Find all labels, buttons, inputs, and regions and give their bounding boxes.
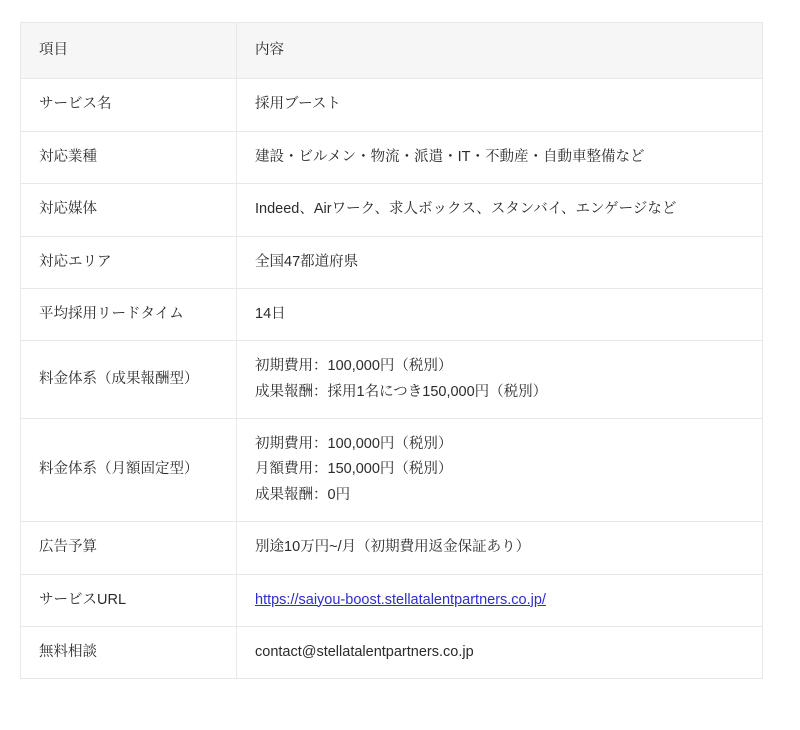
column-header-item: 項目: [21, 23, 237, 79]
row-label: サービスURL: [21, 574, 237, 626]
table-row: [21, 626, 763, 678]
row-label: サービス名: [21, 79, 237, 131]
row-value: [237, 236, 763, 288]
service-url-link[interactable]: https://saiyou-boost.stellatalentpartners.co.jp/: [255, 591, 546, 608]
table-row: [21, 522, 763, 574]
table-row: [21, 79, 763, 131]
row-value-line: 別途10万円~/月（初期費用返金保証あり）: [255, 539, 531, 556]
row-value-line: 成果報酬：0円: [255, 486, 351, 503]
row-value-line: 全国47都道府県: [255, 253, 359, 270]
row-value-line: 成果報酬：採用1名につき150,000円（税別）: [255, 383, 548, 400]
table-row: [21, 288, 763, 340]
row-value: [237, 184, 763, 236]
row-label: 対応エリア: [21, 236, 237, 288]
row-label: 料金体系（成果報酬型）: [21, 341, 237, 419]
table-row: [21, 574, 763, 626]
row-label: 広告予算: [21, 522, 237, 574]
row-label: 料金体系（月額固定型）: [21, 419, 237, 522]
table-row: [21, 236, 763, 288]
row-value-line: 初期費用：100,000円（税別）: [255, 358, 453, 375]
table-row: [21, 131, 763, 183]
table-body: [21, 79, 763, 679]
row-label: 対応媒体: [21, 184, 237, 236]
row-value-line: 14日: [255, 305, 286, 322]
row-label: 無料相談: [21, 626, 237, 678]
row-value-line: 初期費用：100,000円（税別）: [255, 436, 453, 452]
table-header: [21, 23, 763, 79]
row-value-line: 月額費用：150,000円（税別）: [255, 461, 453, 478]
table-row: [21, 419, 763, 522]
row-value-line: 採用ブースト: [255, 96, 341, 113]
table-row: [21, 184, 763, 236]
row-value: [237, 341, 763, 419]
row-label: 対応業種: [21, 131, 237, 183]
table-header-row: [21, 23, 763, 79]
row-value: [237, 522, 763, 574]
row-value-line: Indeed、Airワーク、求人ボックス、スタンバイ、エンゲージなど: [255, 201, 677, 218]
contact-email: contact@stellatalentpartners.co.jp: [255, 643, 474, 660]
row-value: [237, 419, 763, 522]
column-header-content: 内容: [237, 23, 763, 79]
row-value: [237, 288, 763, 340]
table-row: [21, 341, 763, 419]
row-value: [237, 131, 763, 183]
row-value: [237, 574, 763, 626]
row-value: [237, 79, 763, 131]
row-label: 平均採用リードタイム: [21, 288, 237, 340]
row-value-line: 建設・ビルメン・物流・派遣・IT・不動産・自動車整備など: [255, 148, 645, 165]
row-value: [237, 626, 763, 678]
service-spec-table: [20, 22, 763, 679]
